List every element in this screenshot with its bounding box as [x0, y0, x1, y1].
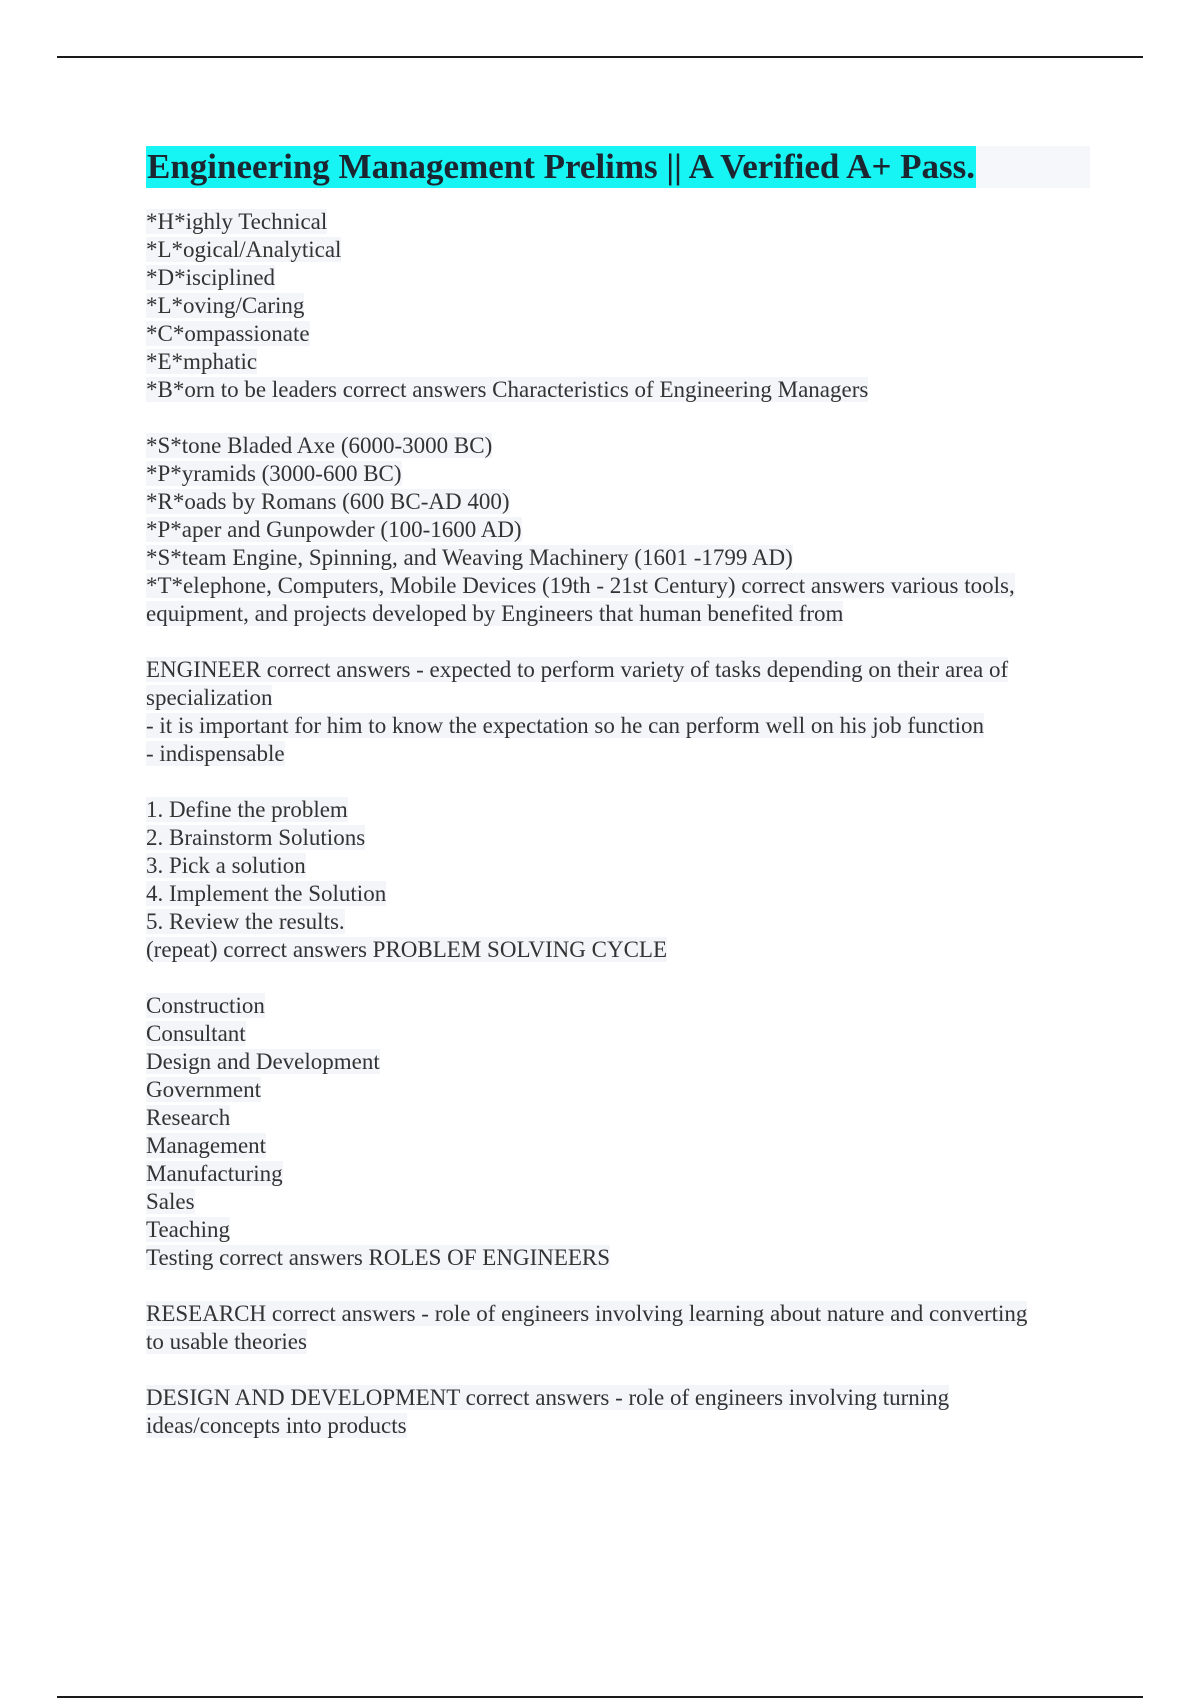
page-bottom-rule — [57, 1696, 1143, 1698]
text-line: Teaching — [146, 1217, 230, 1242]
text-line: Consultant — [146, 1021, 246, 1046]
text-line: 4. Implement the Solution — [146, 881, 387, 906]
block-design-and-development — [146, 1384, 1090, 1440]
text-line: Testing correct answers ROLES OF ENGINEERS — [146, 1245, 611, 1270]
text-line: Manufacturing — [146, 1161, 283, 1186]
text-line: *E*mphatic — [146, 349, 258, 374]
text-line: Government — [146, 1077, 261, 1102]
text-line: Design and Development — [146, 1049, 380, 1074]
text-line: Research — [146, 1105, 231, 1130]
text-line: *S*team Engine, Spinning, and Weaving Machinery (1601 -1799 AD) — [146, 545, 793, 570]
text-line: 2. Brainstorm Solutions — [146, 825, 366, 850]
text-line: - it is important for him to know the expectation so he can perform well on his job function — [146, 713, 985, 738]
block-tools-history — [146, 432, 1090, 628]
text-line: *R*oads by Romans (600 BC-AD 400) — [146, 489, 510, 514]
text-line: to usable theories — [146, 1329, 307, 1354]
text-line: *S*tone Bladed Axe (6000-3000 BC) — [146, 433, 493, 458]
text-line: RESEARCH correct answers - role of engineers involving learning about nature and converting — [146, 1301, 1028, 1326]
text-line: Sales — [146, 1189, 195, 1214]
text-line: specialization — [146, 685, 273, 710]
text-line: *L*oving/Caring — [146, 293, 305, 318]
text-line: - indispensable — [146, 741, 285, 766]
document-body — [146, 146, 1090, 1468]
text-line: *L*ogical/Analytical — [146, 237, 342, 262]
text-line: equipment, and projects developed by Engineers that human benefited from — [146, 601, 844, 626]
document-title: Engineering Management Prelims || A Verified A+ Pass. — [147, 147, 976, 186]
text-line: 3. Pick a solution — [146, 853, 306, 878]
title-bar — [146, 146, 1090, 188]
text-line: *C*ompassionate — [146, 321, 310, 346]
text-line: *H*ighly Technical — [146, 209, 328, 234]
text-line: ideas/concepts into products — [146, 1413, 407, 1438]
text-line: ENGINEER correct answers - expected to perform variety of tasks depending on their area of — [146, 657, 1009, 682]
text-line: 1. Define the problem — [146, 797, 348, 822]
block-problem-solving-cycle — [146, 796, 1090, 964]
text-line: *T*elephone, Computers, Mobile Devices (19th - 21st Century) correct answers various tools, — [146, 573, 1015, 598]
text-line: DESIGN AND DEVELOPMENT correct answers - role of engineers involving turning — [146, 1385, 950, 1410]
text-line: *B*orn to be leaders correct answers Characteristics of Engineering Managers — [146, 377, 869, 402]
text-line: (repeat) correct answers PROBLEM SOLVING CYCLE — [146, 937, 668, 962]
page-top-rule — [57, 56, 1143, 58]
text-line: *P*aper and Gunpowder (100-1600 AD) — [146, 517, 522, 542]
block-engineer — [146, 656, 1090, 768]
text-line: *P*yramids (3000-600 BC) — [146, 461, 402, 486]
text-line: *D*isciplined — [146, 265, 276, 290]
text-line: Management — [146, 1133, 267, 1158]
block-roles-of-engineers — [146, 992, 1090, 1272]
text-line: 5. Review the results. — [146, 909, 345, 934]
block-characteristics — [146, 208, 1090, 404]
block-research — [146, 1300, 1090, 1356]
text-line: Construction — [146, 993, 265, 1018]
